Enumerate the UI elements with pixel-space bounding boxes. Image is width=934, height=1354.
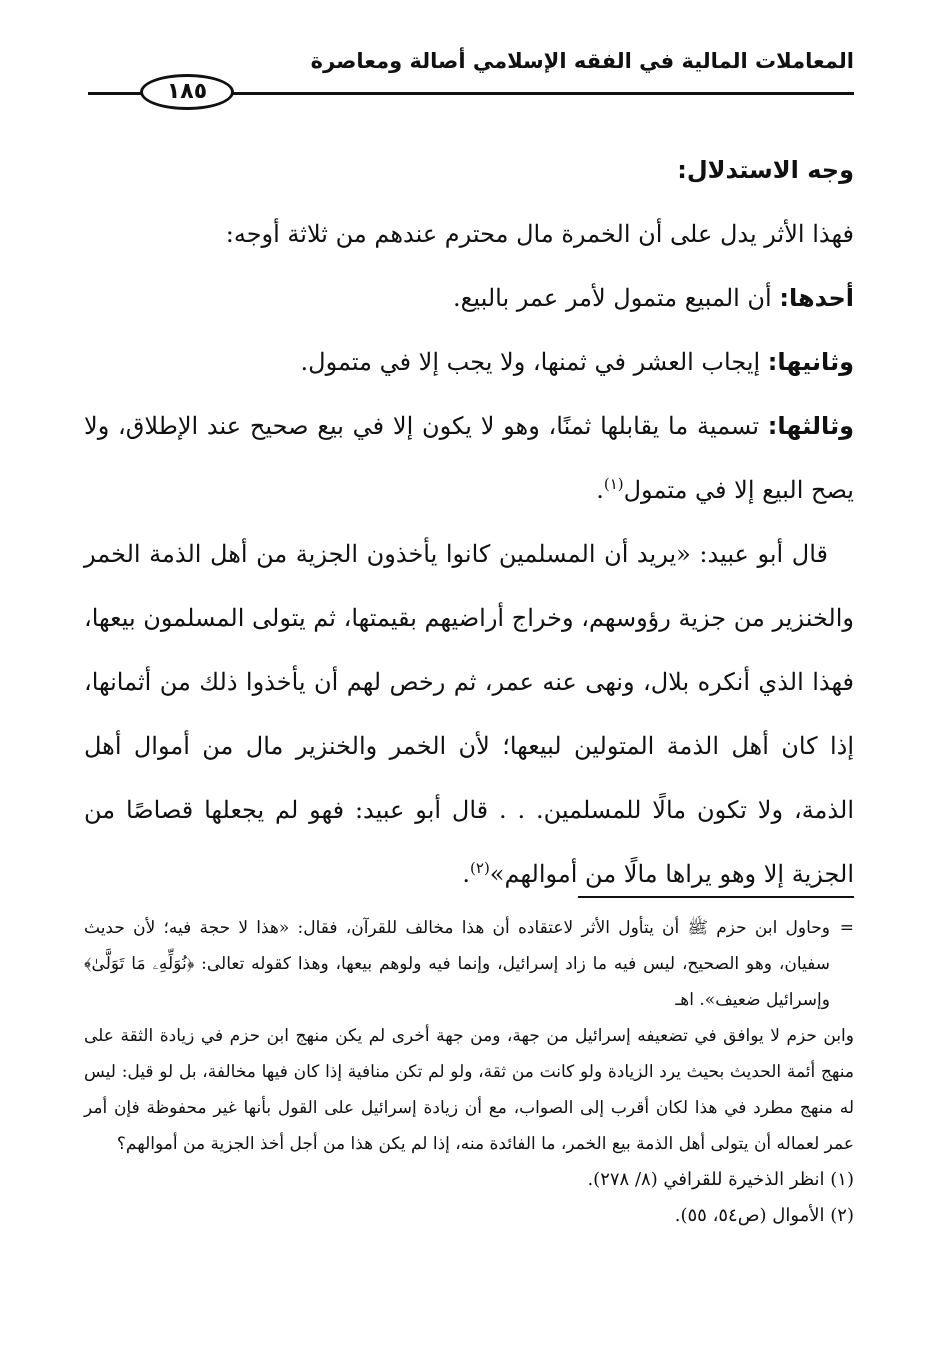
- footnote-text: وحاول ابن حزم ﷺ أن يتأول الأثر لاعتقاده أن هذا مخالف للقرآن، فقال: «هذا لا حجة فيه؛ لأن حديث سفيان، وهو الصحيح، ليس فيه ما زاد إسرائيل، وإنما فيه ولوهم بيعها، وهذا كقوله تعالى: ﴿نُوَلِّهِۦ مَا تَوَلَّىٰ﴾ وإسرائيل ضعيف». اهـ: [84, 918, 830, 1010]
- intro-paragraph: فهذا الأثر يدل على أن الخمرة مال محترم عندهم من ثلاثة أوجه:: [225, 220, 854, 248]
- page-number: ١٨٥: [140, 74, 234, 110]
- point-3: [84, 394, 854, 522]
- point-text: إيجاب العشر في ثمنها، ولا يجب إلا في متمول.: [300, 348, 768, 376]
- footnote-number: (١): [830, 1169, 854, 1190]
- section-heading: وجه الاستدلال:: [677, 156, 854, 184]
- footnote-continuation-2: وابن حزم لا يوافق في تضعيفه إسرائيل من جهة، ومن جهة أخرى لم يكن منهج ابن حزم في زيادة الثقة على منهج أئمة الحديث بحيث يرد الزيادة ولو كانت من ثقة، ولو لم تكن منافية إذا كان فيها مخالفة، بل لو قيل: ليس له منهج مطرد في هذا لكان أقرب إلى الصواب، مع أن زيادة إسرائيل على القول بأنها غير محفوظة فإن أمر عمر لعماله أن يتولى أهل الذمة بيع الخمر، ما الفائدة منه، إذا لم يكن هذا من أجل أخذ الجزية من أموالهم؟: [84, 1026, 854, 1154]
- footnote-text: الأموال (ص٥٤، ٥٥).: [674, 1205, 825, 1226]
- point-lead: وثالثها:: [767, 412, 854, 440]
- point-lead: وثانيها:: [767, 348, 854, 376]
- quote-text: قال أبو عبيد: «يريد أن المسلمين كانوا يأخذون الجزية من أهل الذمة الخمر والخنزير من جزية رؤوسهم، وخراج أراضيهم بقيمتها، ثم يتولى المسلمون بيعها، فهذا الذي أنكره بلال، ونهى عنه عمر، ثم رخص لهم أن يأخذوا ذلك من أثمانها، إذا كان أهل الذمة المتولين لبيعها؛ لأن الخمر والخنزير مال من أموال أهل الذمة، ولا تكون مالًا للمسلمين. . . قال أبو عبيد: فهو لم يجعلها قصاصًا من الجزية إلا وهو يراها مالًا من أموالهم»: [84, 540, 854, 888]
- footnote-continuation: [84, 910, 854, 1018]
- point-2: [84, 330, 854, 394]
- point-end: .: [596, 476, 604, 504]
- footnote-ref[interactable]: (٢): [470, 859, 490, 877]
- point-text: أن المبيع متمول لأمر عمر بالبيع.: [452, 284, 780, 312]
- quote-end: .: [462, 860, 471, 888]
- footnotes: [84, 910, 854, 1234]
- point-lead: أحدها:: [779, 284, 854, 312]
- main-text: [84, 138, 854, 906]
- footnote-ref[interactable]: (١): [603, 475, 624, 493]
- footnote-number: (٢): [830, 1205, 854, 1226]
- footnote-separator: [578, 896, 854, 898]
- continuation-marker: =: [839, 918, 854, 938]
- point-1: [84, 266, 854, 330]
- running-title: المعاملات المالية في الفقه الإسلامي أصالة ومعاصرة: [310, 49, 854, 73]
- footnote-item: [84, 1162, 854, 1198]
- footnote-text: انظر الذخيرة للقرافي (٨/ ٢٧٨).: [587, 1169, 825, 1190]
- quote-paragraph: [84, 522, 854, 906]
- footnote-item: [84, 1198, 854, 1234]
- point-text: تسمية ما يقابلها ثمنًا، وهو لا يكون إلا في بيع صحيح عند الإطلاق، ولا يصح البيع إلا في متمول: [84, 412, 854, 504]
